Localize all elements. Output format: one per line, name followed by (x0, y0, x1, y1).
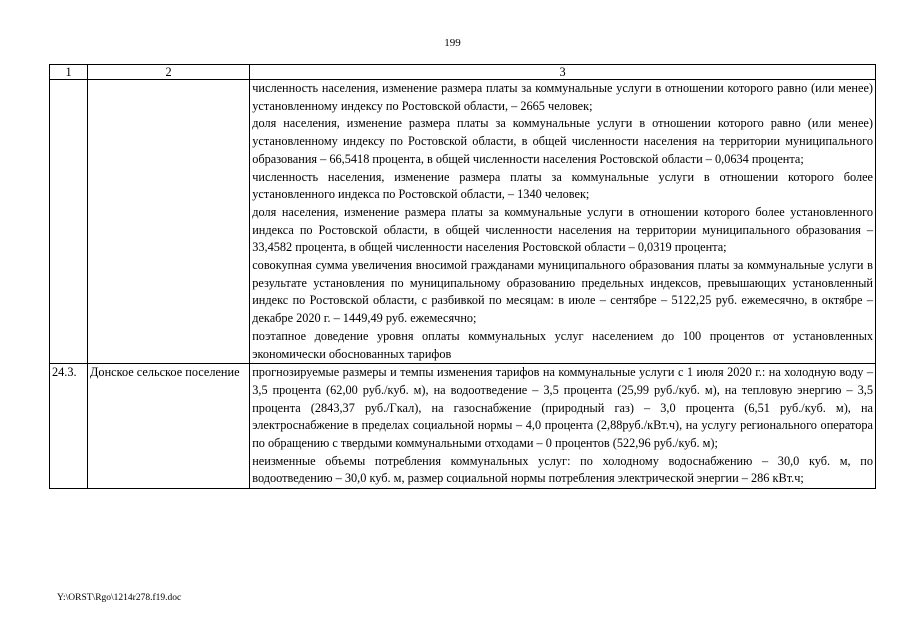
page-number: 199 (444, 37, 461, 49)
table-row (50, 364, 876, 489)
header-cell-3: 3 (250, 65, 876, 80)
paragraph: поэтапное доведение уровня оплаты коммунальных услуг населением до 100 процентов от установленных экономически обоснованных тарифов (252, 328, 873, 361)
paragraph: доля населения, изменение размера платы за коммунальные услуги в отношении которого более установленного индекса по Ростовской области, в общей численности населения на территории муниципального образования – 33,4582 процента, в общей численности населения Ростовской области – 0,0319 процента; (252, 204, 873, 255)
header-cell-1: 1 (50, 65, 88, 80)
document-table (49, 64, 876, 489)
table-row (50, 80, 876, 364)
row-number-cell: 24.3. (50, 364, 88, 489)
paragraph: неизменные объемы потребления коммунальных услуг: по холодному водоснабжению – 30,0 куб. м, по водоотведению – 30,0 куб. м, размер социальной нормы потребления электрической энергии – 286 кВт.ч; (252, 453, 873, 486)
paragraph: совокупная сумма увеличения вносимой гражданами муниципального образования платы за коммунальные услуги в результате установления по муниципальному образованию предельных индексов, превышающих установленный индекс по Ростовской области, с разбивкой по месяцам: в июле – сентябре – 5122,25 руб. ежемесячно, в октябре – декабре 2020 г. – 1449,49 руб. ежемесячно; (252, 258, 873, 326)
paragraph: численность населения, изменение размера платы за коммунальные услуги в отношении которого более установленного индекса по Ростовской области, – 1340 человек; (252, 169, 873, 202)
table-header-row (50, 65, 876, 80)
row-name-cell: Донское сельское поселение (88, 364, 250, 489)
document-path-footer: Y:\ORST\Rgo\1214r278.f19.doc (57, 593, 182, 603)
row-number-cell (50, 80, 88, 364)
row-name-cell (88, 80, 250, 364)
header-cell-2: 2 (88, 65, 250, 80)
row-content-cell (250, 80, 876, 364)
row-content-cell (250, 364, 876, 489)
paragraph: численность населения, изменение размера платы за коммунальные услуги в отношении которого равно (или менее) установленному индексу по Ростовской области, – 2665 человек; (252, 81, 873, 113)
paragraph: доля населения, изменение размера платы за коммунальные услуги в отношении которого равно (или менее) установленному индексу по Ростовской области, в общей численности населения на территории муниципального образования – 66,5418 процента, в общей численности населения Ростовской области – 0,0634 процента; (252, 116, 873, 166)
paragraph: прогнозируемые размеры и темпы изменения тарифов на коммунальные услуги с 1 июля 2020 г.: на холодную воду – 3,5 процента (62,00 руб./куб. м), на водоотведение – 3,5 процента (25,99 руб./куб. м), на тепловую энергию – 3,5 процента (2843,37 руб./Гкал), на газоснабжение (природный газ) – 3,0 процента (6,51 руб./куб. м), на электроснабжение в пределах социальной нормы – 4,0 процента (2,88руб./кВт.ч), на услугу регионального оператора по обращению с твердыми коммунальными отходами – 0 процентов (522,96 руб./куб. м); (252, 365, 873, 451)
